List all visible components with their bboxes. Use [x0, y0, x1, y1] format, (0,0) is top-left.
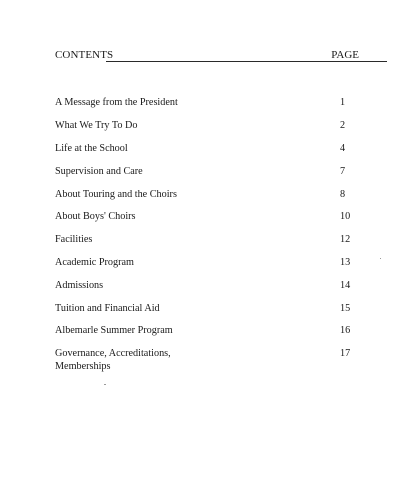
toc-entry-title: A Message from the President — [55, 97, 178, 108]
toc-entry-page-number: 2 — [340, 120, 346, 131]
toc-entry-title: Life at the School — [55, 143, 128, 154]
toc-entry-title: Governance, Accreditations, Memberships — [55, 348, 171, 372]
toc-entry-page-number: 13 — [340, 257, 351, 268]
toc-entry-page-number: 17 — [340, 348, 351, 359]
toc-entry-page-number: 12 — [340, 234, 351, 245]
scan-speck — [380, 258, 381, 259]
toc-entry-page-number: 14 — [340, 280, 351, 291]
toc-header — [55, 49, 359, 65]
toc-entry-title: Academic Program — [55, 257, 134, 268]
page-column-heading: PAGE — [331, 49, 359, 61]
toc-entry-page-number: 10 — [340, 211, 351, 222]
toc-entry-title: Albemarle Summer Program — [55, 325, 173, 336]
toc-entry-page-number: 4 — [340, 143, 346, 154]
toc-entry-page-number: 1 — [340, 97, 346, 108]
toc-entry-title: Admissions — [55, 280, 104, 291]
toc-entry-title: Supervision and Care — [55, 166, 143, 177]
contents-heading: CONTENTS — [55, 49, 114, 61]
scan-speck — [104, 384, 106, 385]
toc-entry-page-number: 8 — [340, 189, 346, 200]
toc-entry-page-number: 15 — [340, 303, 351, 314]
toc-entry-page-number: 7 — [340, 166, 346, 177]
toc-entry-title: Tuition and Financial Aid — [55, 303, 160, 314]
toc-entry-title: What We Try To Do — [55, 120, 138, 131]
header-underline-rule — [106, 61, 387, 62]
toc-entry-title: Facilities — [55, 234, 93, 245]
toc-entry-title: About Touring and the Choirs — [55, 189, 177, 200]
toc-entry-title: About Boys' Choirs — [55, 211, 136, 222]
toc-entry-page-number: 16 — [340, 325, 351, 336]
